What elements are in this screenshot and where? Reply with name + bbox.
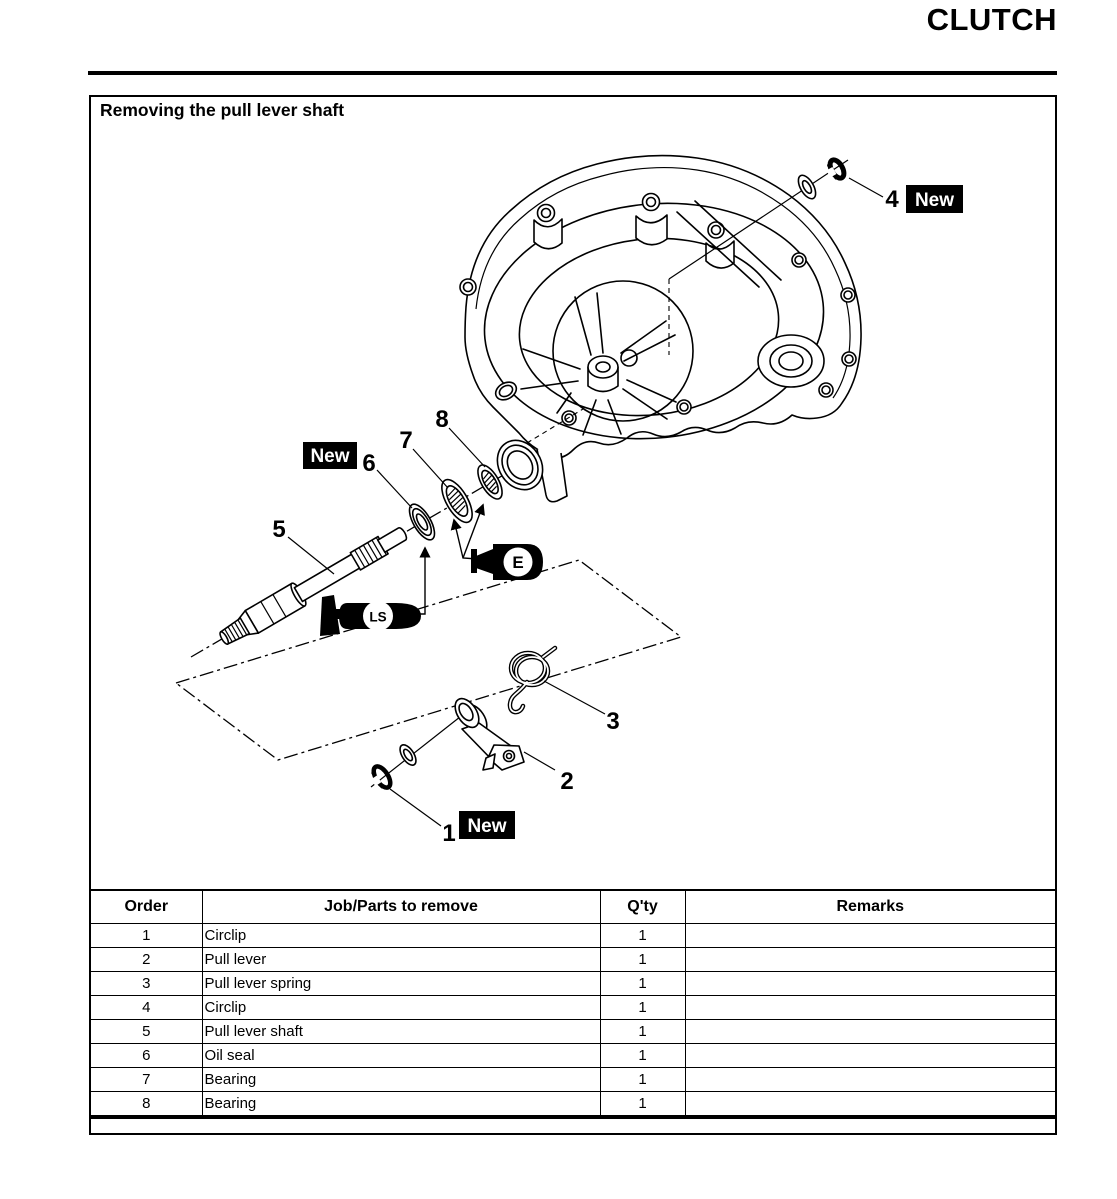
new-badge-1 xyxy=(459,811,515,839)
remarks-cell xyxy=(685,1020,1056,1044)
page-heading: CLUTCH xyxy=(926,2,1057,37)
callout-1: 1 xyxy=(442,820,456,847)
grease-symbol-letters: LS xyxy=(369,609,387,625)
oil-seal-drawing xyxy=(405,500,440,543)
new-badge-6 xyxy=(303,442,357,469)
table-row xyxy=(90,1068,1056,1092)
svg-text:New: New xyxy=(914,190,955,211)
callout-3: 3 xyxy=(606,708,620,735)
job-cell: Pull lever spring xyxy=(202,972,600,996)
remarks-cell xyxy=(685,1092,1056,1118)
job-cell: Bearing xyxy=(202,1092,600,1118)
phantom-outline xyxy=(176,560,681,760)
header-order: Order xyxy=(90,890,202,924)
panel-title: Removing the pull lever shaft xyxy=(100,100,345,120)
lever-axis-line xyxy=(371,713,465,787)
qty-cell: 1 xyxy=(600,1020,685,1044)
table-row xyxy=(90,924,1056,948)
qty-cell: 1 xyxy=(600,1044,685,1068)
job-cell: Bearing xyxy=(202,1068,600,1092)
qty-cell: 1 xyxy=(600,996,685,1020)
callout-8: 8 xyxy=(435,406,449,433)
order-cell: 2 xyxy=(90,948,202,972)
order-cell: 5 xyxy=(90,1020,202,1044)
parts-table-header xyxy=(90,890,1056,924)
section-divider xyxy=(88,71,1057,75)
table-row xyxy=(90,1020,1056,1044)
callout-7: 7 xyxy=(399,427,413,454)
new-badge-4 xyxy=(906,185,963,213)
order-cell: 3 xyxy=(90,972,202,996)
table-row xyxy=(90,1092,1056,1118)
parts-table xyxy=(89,889,1057,1119)
remarks-cell xyxy=(685,972,1056,996)
job-cell: Circlip xyxy=(202,924,600,948)
order-cell: 1 xyxy=(90,924,202,948)
qty-cell: 1 xyxy=(600,948,685,972)
remarks-cell xyxy=(685,1044,1056,1068)
order-cell: 7 xyxy=(90,1068,202,1092)
table-row xyxy=(90,1044,1056,1068)
circlip-4-drawing xyxy=(823,158,846,183)
callout-4: 4 xyxy=(885,186,899,213)
svg-text:New: New xyxy=(310,446,350,467)
qty-cell: 1 xyxy=(600,1092,685,1118)
parts-table-body xyxy=(90,924,1056,1118)
qty-cell: 1 xyxy=(600,972,685,996)
bearing-7-drawing xyxy=(436,475,478,527)
header-qty: Q'ty xyxy=(600,890,685,924)
remarks-cell xyxy=(685,996,1056,1020)
qty-cell: 1 xyxy=(600,924,685,948)
pull-lever-shaft-drawing xyxy=(215,521,411,650)
exploded-diagram xyxy=(91,97,1054,889)
job-cell: Oil seal xyxy=(202,1044,600,1068)
remarks-cell xyxy=(685,924,1056,948)
oil-symbol-letter: E xyxy=(512,553,524,572)
remarks-cell xyxy=(685,948,1056,972)
job-cell: Pull lever shaft xyxy=(202,1020,600,1044)
header-job: Job/Parts to remove xyxy=(202,890,600,924)
order-cell: 8 xyxy=(90,1092,202,1118)
callout-5: 5 xyxy=(272,516,286,543)
order-cell: 4 xyxy=(90,996,202,1020)
table-row xyxy=(90,972,1056,996)
washer-4-drawing xyxy=(795,172,819,201)
callout-6: 6 xyxy=(362,450,376,477)
table-row xyxy=(90,948,1056,972)
remarks-cell xyxy=(685,1068,1056,1092)
job-cell: Pull lever xyxy=(202,948,600,972)
qty-cell: 1 xyxy=(600,1068,685,1092)
callout-2: 2 xyxy=(560,768,574,795)
table-row xyxy=(90,996,1056,1020)
order-cell: 6 xyxy=(90,1044,202,1068)
header-remarks: Remarks xyxy=(685,890,1056,924)
clutch-cover-drawing xyxy=(460,156,861,502)
pull-lever-drawing xyxy=(450,694,524,770)
pull-lever-spring-drawing xyxy=(510,648,555,712)
job-cell: Circlip xyxy=(202,996,600,1020)
circlip-1-drawing xyxy=(367,764,394,793)
svg-text:New: New xyxy=(467,816,507,837)
procedure-panel xyxy=(89,95,1057,1135)
